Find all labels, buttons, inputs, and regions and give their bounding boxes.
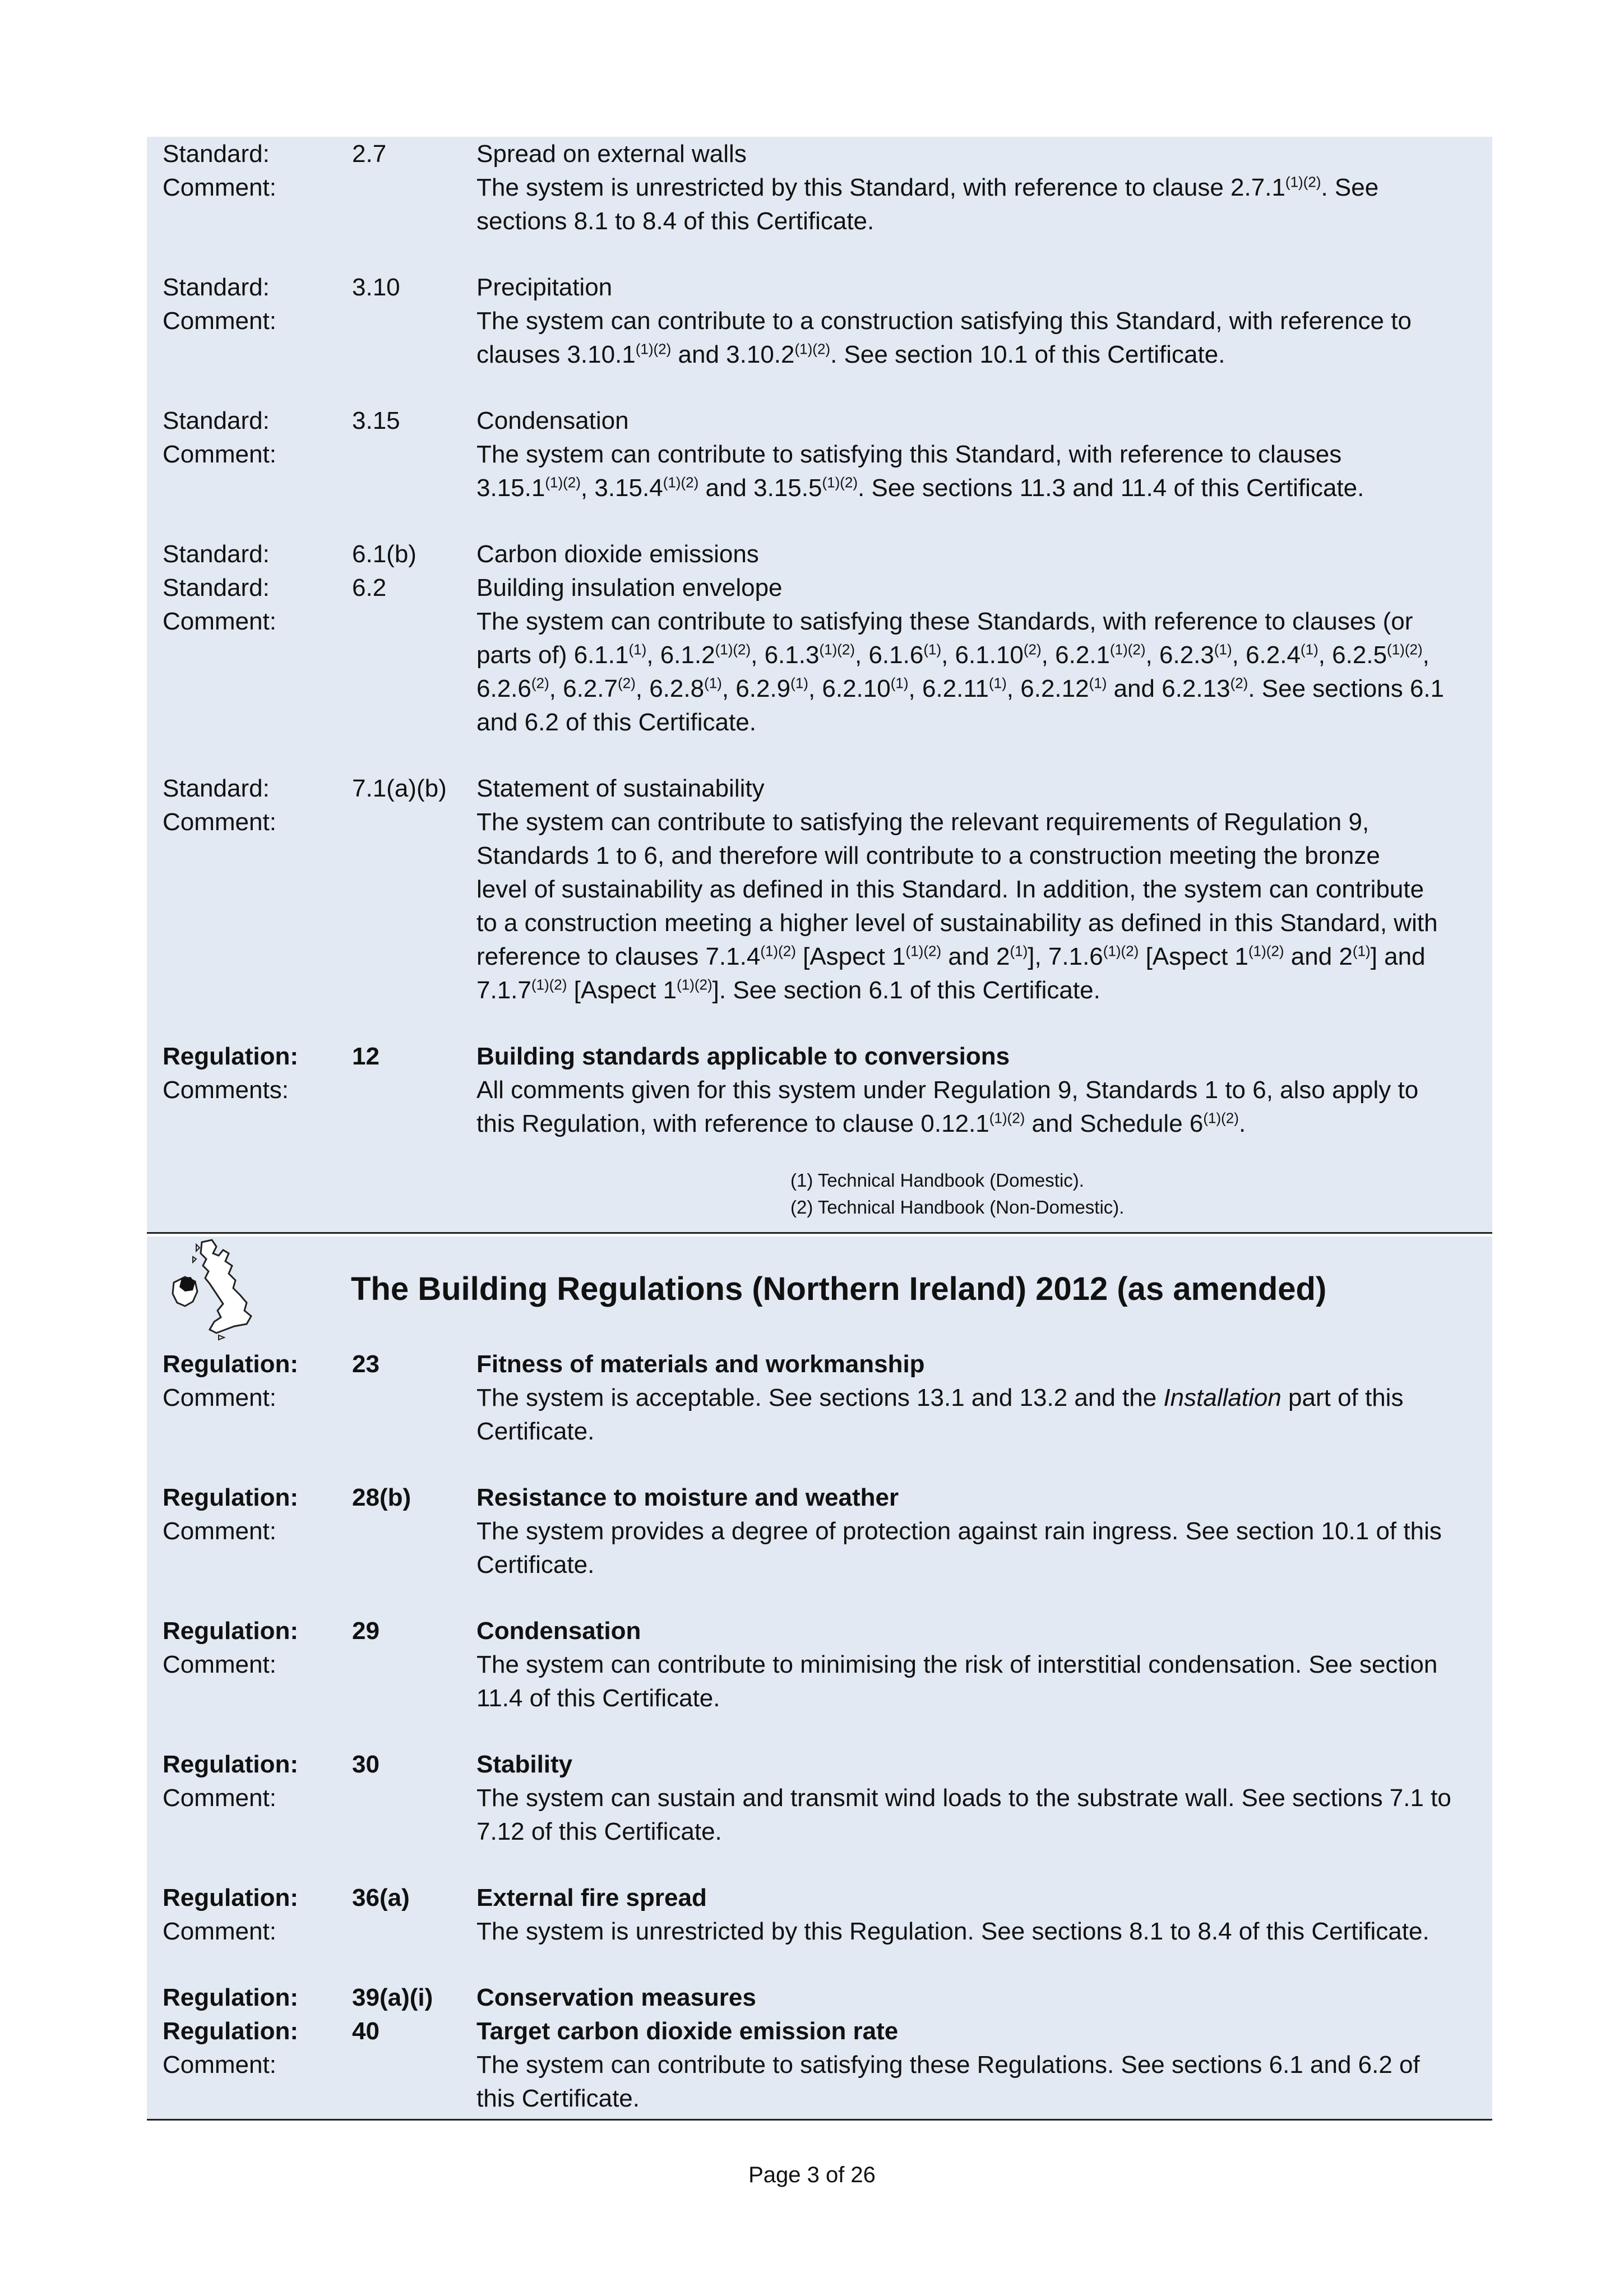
entry-number: 7.1(a)(b) [352, 775, 447, 802]
entry-title: Target carbon dioxide emission rate [476, 2017, 899, 2045]
regulation-entry [163, 1981, 1486, 2116]
entry-label: Comments: [163, 1076, 289, 1104]
entry-label: Comment: [163, 307, 276, 335]
entry-number: 30 [352, 1751, 380, 1778]
entry-label: Regulation: [163, 1350, 298, 1378]
entry-comment: The system can contribute to a construction satisfying this Standard, with reference to clauses $3.10.1^{(1)(2)}$ and $3.10.2^{(1)(2)}$. See section 10.1 of this Certificate. [476, 307, 1412, 368]
entry-row [163, 2015, 1486, 2048]
entry-row [163, 1915, 1486, 1948]
entry-number [352, 1381, 476, 1448]
entry-row [163, 137, 1486, 171]
entry-number: 39(a)(i) [352, 1984, 433, 2011]
entry-row [163, 1515, 1486, 1582]
entry-row [163, 1781, 1486, 1849]
entry-comment: All comments given for this system under Regulation 9, Standards 1 to 6, also apply to this Regulation, with reference to clause $0.12.1^{(1)(2)}$ and Schedule $6^{(1)(2)}$. [476, 1076, 1419, 1137]
entry-title: Stability [476, 1751, 573, 1778]
entry-comment: The system can contribute to satisfying these Regulations. See sections 6.1 and 6.2 of this Certificate. [476, 2051, 1420, 2112]
entry-number: 12 [352, 1043, 380, 1070]
entry-row [163, 1648, 1486, 1715]
entry-label: Comment: [163, 2051, 276, 2079]
entry-comment: The system is unrestricted by this Standard, with reference to clause $2.7.1^{(1)(2)}$. See sections 8.1 to 8.4 of this Certificate. [476, 173, 1379, 235]
entry-title: Precipitation [476, 274, 613, 301]
entry-number [352, 304, 476, 372]
entry-row [163, 304, 1486, 372]
entry-number: 3.15 [352, 407, 400, 434]
entry-label: Comment: [163, 808, 276, 836]
regulation-entry [163, 1481, 1486, 1582]
entry-number: 36(a) [352, 1884, 410, 1911]
entry-row [163, 1381, 1486, 1448]
footnotes [163, 1167, 1624, 1221]
entry-label: Comment: [163, 1517, 276, 1545]
entry-row [163, 1981, 1486, 2015]
uk-map-icon [163, 1237, 263, 1343]
entry-label: Comment: [163, 1384, 276, 1411]
entry-label: Comment: [163, 1918, 276, 1945]
regulation-entry [163, 1748, 1486, 1849]
entry-row [163, 1481, 1486, 1515]
entry-label: Standard: [163, 574, 270, 601]
entry-row [163, 271, 1486, 304]
entry-number [352, 2048, 476, 2116]
entry-label: Standard: [163, 540, 270, 568]
entry-label: Regulation: [163, 1884, 298, 1911]
entry-label: Standard: [163, 407, 270, 434]
section-title: The Building Regulations (Northern Ireland) 2012 (as amended) [351, 1271, 1327, 1307]
entry-label: Standard: [163, 775, 270, 802]
entry-title: Spread on external walls [476, 140, 747, 168]
entry-title: Resistance to moisture and weather [476, 1484, 899, 1511]
entry-title: Statement of sustainability [476, 775, 765, 802]
entry-number [352, 806, 476, 1007]
entry-title: Condensation [476, 407, 629, 434]
entry-number: 28(b) [352, 1484, 411, 1511]
entry-label: Regulation: [163, 2017, 298, 2045]
entry-label: Comment: [163, 1651, 276, 1678]
entry-comment: The system can contribute to satisfying the relevant requirements of Regulation 9, Standards 1 to 6, and therefore will contribute to a construction meeting the bronze level of sustainability as defined in this Standard. In addition, the system can contribute to a construction meeting a higher level of sustainability as defined in this Standard, with reference to clauses $7.1.4^{(1)(2)}$ [Aspect $1^{(1)(2)}$ and 2$^{(1)}$], $7.1.6^{(1)(2)}$ [Aspect $1^{(1)(2)}$ and 2$^{(1)}$] and $7.1.7^{(1)(2)}$ [Aspect $1^{(1)(2)}$]. See section 6.1 of this Certificate. [476, 808, 1438, 1004]
entry-label: Comment: [163, 174, 276, 201]
entry-row [163, 1073, 1486, 1141]
entry-number: 6.1(b) [352, 540, 417, 568]
entry-number [352, 605, 476, 739]
entry-title: Building standards applicable to conversions [476, 1043, 1010, 1070]
entry-title: Conservation measures [476, 1984, 756, 2011]
entry-row [163, 404, 1486, 438]
scotland-entries [163, 137, 1486, 1173]
entry-number: 6.2 [352, 574, 387, 601]
entry-number [352, 1915, 476, 1948]
regulation-entry [163, 772, 1486, 1007]
regulation-entry [163, 404, 1486, 505]
regulation-entry [163, 1348, 1486, 1448]
entry-row [163, 605, 1486, 739]
entry-label: Regulation: [163, 1617, 298, 1645]
entry-label: Regulation: [163, 1043, 298, 1070]
entry-row [163, 1881, 1486, 1915]
entry-number [352, 1073, 476, 1141]
entry-row [163, 438, 1486, 505]
regulation-entry [163, 538, 1486, 739]
entry-comment: The system can contribute to satisfying this Standard, with reference to clauses $3.15.1^{(1)(2)}$, $3.15.4^{(1)(2)}$ and $3.15.5^{(1)(2)}$. See sections 11.3 and 11.4 of this Certificate. [476, 441, 1364, 502]
section-divider [147, 1232, 1492, 1234]
entry-row [163, 772, 1486, 806]
entry-number [352, 1781, 476, 1849]
regulation-entry [163, 271, 1486, 372]
footnote: (2) Technical Handbook (Non-Domestic). [790, 1197, 1125, 1218]
entry-comment: The system is unrestricted by this Regulation. See sections 8.1 to 8.4 of this Certificate. [476, 1918, 1429, 1945]
regulation-entry [163, 1614, 1486, 1715]
entry-comment: The system is acceptable. See sections 13.1 and 13.2 and the Installation part of this Certificate. [476, 1384, 1404, 1445]
entry-row [163, 171, 1486, 238]
entry-row [163, 806, 1486, 1007]
regulation-entry [163, 1040, 1486, 1141]
entry-number: 29 [352, 1617, 380, 1645]
northern-ireland-entries [163, 1348, 1486, 2148]
entry-comment: The system can sustain and transmit wind loads to the substrate wall. See sections 7.1 to 7.12 of this Certificate. [476, 1784, 1451, 1845]
entry-label: Regulation: [163, 1751, 298, 1778]
entry-number [352, 1648, 476, 1715]
entry-row [163, 1348, 1486, 1381]
entry-label: Comment: [163, 441, 276, 468]
entry-row [163, 1614, 1486, 1648]
entry-number [352, 1515, 476, 1582]
entry-label: Regulation: [163, 1984, 298, 2011]
entry-row [163, 1040, 1486, 1073]
entry-number [352, 438, 476, 505]
entry-comment: The system provides a degree of protection against rain ingress. See section 10.1 of this Certificate. [476, 1517, 1442, 1578]
entry-title: Condensation [476, 1617, 641, 1645]
entry-row [163, 1748, 1486, 1781]
entry-row [163, 2048, 1486, 2116]
entry-row [163, 538, 1486, 571]
entry-title: External fire spread [476, 1884, 707, 1911]
entry-number: 23 [352, 1350, 380, 1378]
entry-number: 3.10 [352, 274, 400, 301]
regulation-entry [163, 1881, 1486, 1948]
section-heading [163, 1237, 1486, 1343]
entry-title: Fitness of materials and workmanship [476, 1350, 925, 1378]
entry-label: Comment: [163, 608, 276, 635]
entry-title: Building insulation envelope [476, 574, 783, 601]
entry-label: Standard: [163, 140, 270, 168]
entry-number: 40 [352, 2017, 380, 2045]
entry-comment: The system can contribute to minimising the risk of interstitial condensation. See section 11.4 of this Certificate. [476, 1651, 1438, 1712]
entry-label: Regulation: [163, 1484, 298, 1511]
entry-number [352, 171, 476, 238]
footnote: (1) Technical Handbook (Domestic). [790, 1170, 1084, 1191]
page-number: Page 3 of 26 [748, 2163, 876, 2187]
entry-row [163, 571, 1486, 605]
entry-title: Carbon dioxide emissions [476, 540, 759, 568]
entry-label: Standard: [163, 274, 270, 301]
entry-comment: The system can contribute to satisfying these Standards, with reference to clauses (or parts of) 6.1.1$^{(1)}$, $6.1.2^{(1)(2)}$, $6.1.3^{(1)(2)}$, 6.1.6$^{(1)}$, 6.1.10$^{(2)}$, $6.2.1^{(1)(2)}$, 6.2.3$^{(1)}$, 6.2.4$^{(1)}$, $6.2.5^{(1)(2)}$, 6.2.6$^{(2)}$, 6.2.7$^{(2)}$, 6.2.8$^{(1)}$, 6.2.9$^{(1)}$, 6.2.10$^{(1)}$, 6.2.11$^{(1)}$, 6.2.12$^{(1)}$ and 6.2.13$^{(2)}$. See sections 6.1 and 6.2 of this Certificate. [476, 608, 1445, 736]
regulation-entry [163, 137, 1486, 238]
entry-label: Comment: [163, 1784, 276, 1812]
entry-number: 2.7 [352, 140, 387, 168]
